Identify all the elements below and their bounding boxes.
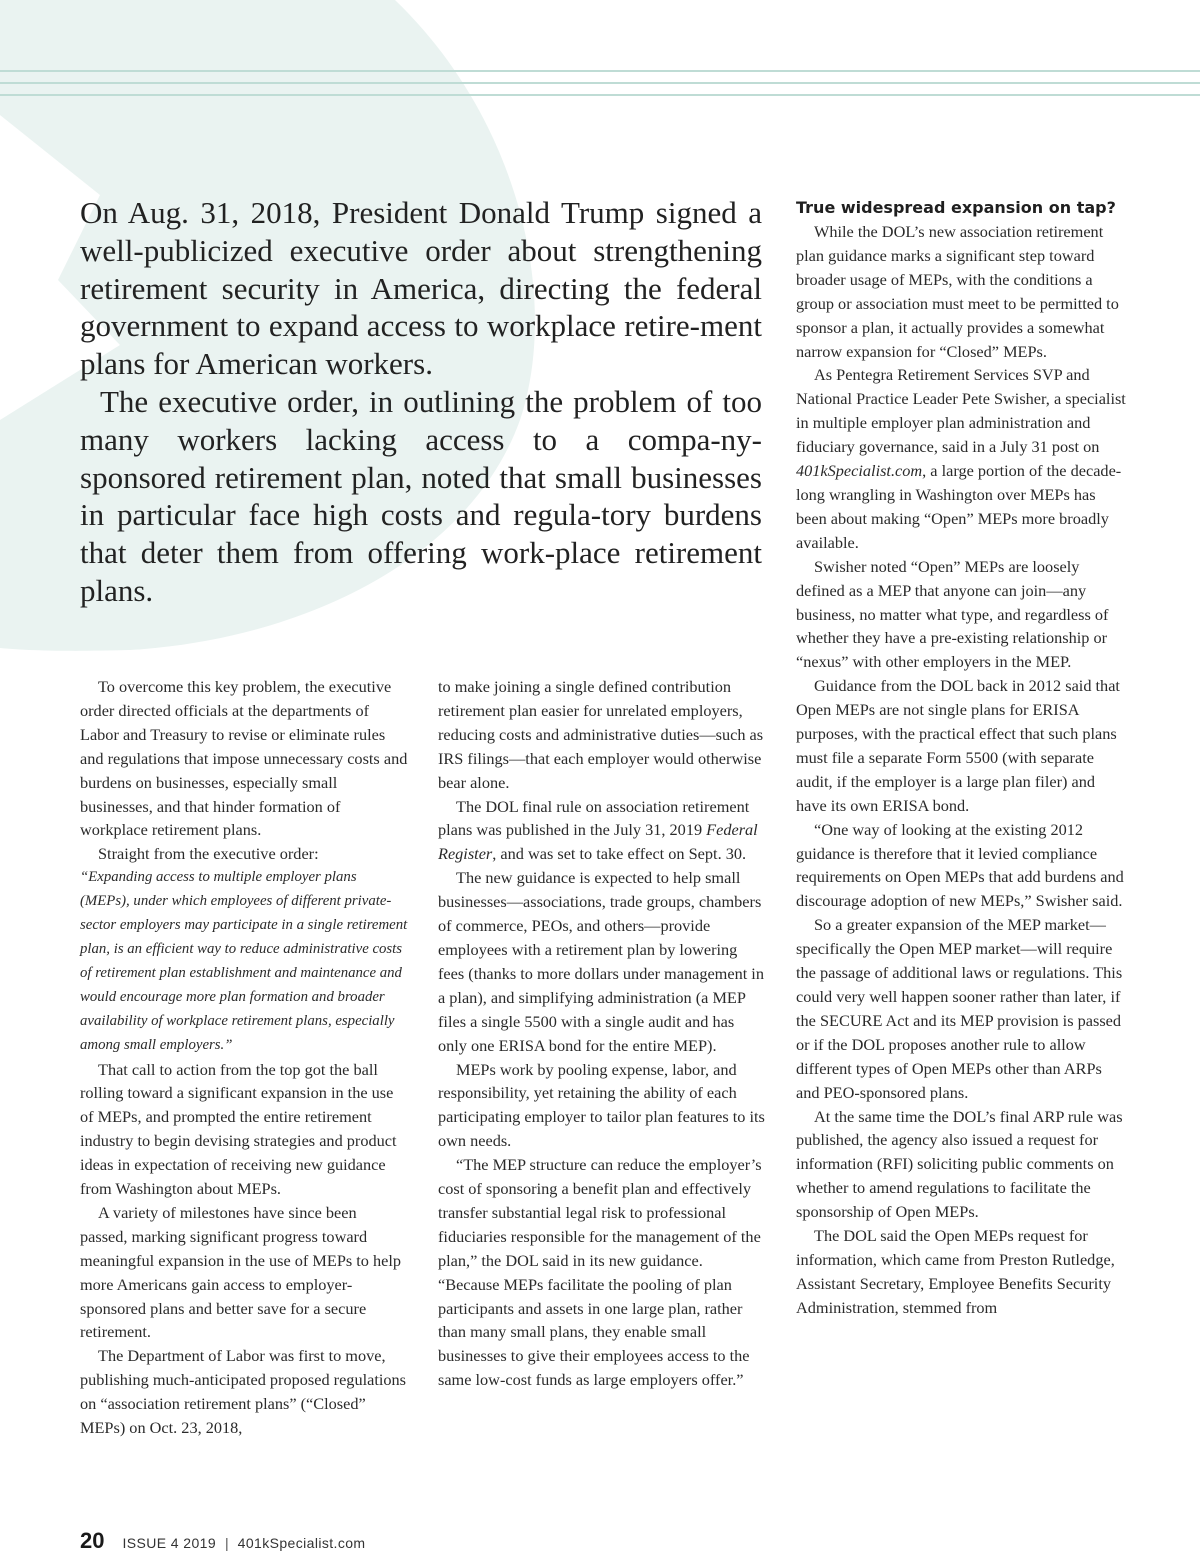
lede-intro <box>80 194 762 610</box>
body-paragraph: As Pentegra Retirement Services SVP and National Practice Leader Pete Swisher, a specialist in multiple employer plan administration and fiduciary governance, said in a July 31 post on 401kSpecialist.com, a large portion of the decade-long wrangling in Washington over MEPs has been about making “Open” MEPs more broadly available. <box>796 365 1126 552</box>
body-paragraph: The Department of Labor was first to move, publishing much-anticipated proposed regulations on “association retirement plans” (“Closed” MEPs) on Oct. 23, 2018, <box>80 1346 407 1438</box>
body-paragraph: At the same time the DOL’s final ARP rule was published, the agency also issued a request for information (RFI) soliciting public comments on whether to amend regulations to facilitate the sponsorship of Open MEPs. <box>796 1106 1123 1222</box>
body-paragraph: So a greater expansion of the MEP market—specifically the Open MEP market—will require the passage of additional laws or regulations. This could very well happen sooner rather than later, if the SECURE Act and its MEP provision is passed or if the DOL proposes another rule to allow different types of Open MEPs other than ARPs and PEO-sponsored plans. <box>796 915 1123 1102</box>
body-paragraph: The new guidance is expected to help small businesses—associations, trade groups, chambers of commerce, PEOs, and others—provide employees with a retirement plan by lowering fees (thanks to more dollars under management in a plan), and simplifying administration (a MEP files a single 5500 with a single audit and has only one ERISA bond for the entire MEP). <box>438 868 764 1055</box>
issue-label: ISSUE 4 2019 <box>122 1535 217 1551</box>
column-1 <box>80 675 408 1440</box>
body-paragraph: To overcome this key problem, the executive order directed officials at the departments of Labor and Treasury to revise or eliminate rules and regulations that impose unnecessary costs and burdens on businesses, especially small businesses, and that hinder formation of workplace retirement plans. <box>80 677 408 840</box>
body-paragraph: “The MEP structure can reduce the employer’s cost of sponsoring a benefit plan and effectively transfer substantial legal risk to professional fiduciaries responsible for the management of the plan,” the DOL said in its new guidance. “Because MEPs facilitate the pooling of plan participants and assets in one large plan, rather than many small plans, they enable small businesses to give their employees access to the same low-cost funds as large employers offer.” <box>438 1155 762 1390</box>
header-rule <box>0 70 1200 72</box>
body-paragraph: A variety of milestones have since been passed, marking significant progress toward meaningful expansion in the use of MEPs to help more Americans gain access to employer-sponsored plans and better save for a secure retirement. <box>80 1202 402 1342</box>
website-link[interactable]: 401kSpecialist.com <box>237 1535 366 1551</box>
column-2 <box>438 675 766 1392</box>
section-heading: True widespread expansion on tap? <box>796 198 1116 217</box>
lede-paragraph-1: On Aug. 31, 2018, President Donald Trump signed a well-publicized executive order about strengthening retirement security in America, directing the federal government to expand access to workplace retire-ment plans for American workers. <box>80 195 762 382</box>
footer-separator: | <box>225 1535 229 1551</box>
body-paragraph: The DOL said the Open MEPs request for information, which came from Preston Rutledge, Assistant Secretary, Employee Benefits Security Administration, stemmed from <box>796 1226 1115 1317</box>
body-paragraph: Swisher noted “Open” MEPs are loosely defined as a MEP that anyone can join—any business, no matter what type, and regardless of whether they have a pre-existing relationship or “nexus” with other employers in the MEP. <box>796 556 1109 672</box>
column-3 <box>796 197 1126 1320</box>
body-paragraph: The DOL final rule on association retirement plans was published in the July 31, 2019 Federal Register, and was set to take effect on Sept. 30. <box>438 796 758 864</box>
body-paragraph: Guidance from the DOL back in 2012 said that Open MEPs are not single plans for ERISA purposes, with the practical effect that such plans must file a separate Form 5500 (with separate audit, if the employer is a large plan filer) and have its own ERISA bond. <box>796 676 1120 815</box>
body-paragraph: That call to action from the top got the ball rolling toward a significant expansion in the use of MEPs, and prompted the entire retirement industry to begin devising strategies and product ideas in expectation of receiving new guidance from Washington about MEPs. <box>80 1059 397 1199</box>
body-paragraph: MEPs work by pooling expense, labor, and responsibility, yet retaining the ability of each participating employer to tailor plan features to its own needs. <box>438 1059 765 1151</box>
publication-title: Federal Register <box>438 820 758 864</box>
website-reference: 401kSpecialist.com <box>796 461 923 481</box>
page-number: 20 <box>80 1528 105 1553</box>
page-footer <box>80 1528 365 1554</box>
lede-paragraph-2: The executive order, in outlining the problem of too many workers lacking access to a compa-ny-sponsored retirement plan, noted that small businesses in particular face high costs and regula-tory burdens that deter them from offering work-place retirement plans. <box>80 383 762 608</box>
body-paragraph: Straight from the executive order: <box>98 844 319 864</box>
body-paragraph: “One way of looking at the existing 2012 guidance is therefore that it levied compliance requirements on Open MEPs that add burdens and discourage adoption of new MEPs,” Swisher said. <box>796 819 1124 911</box>
header-rule <box>0 82 1200 84</box>
header-rule <box>0 94 1200 96</box>
body-paragraph: While the DOL’s new association retirement plan guidance marks a significant step toward broader usage of MEPs, with the conditions a group or association must meet to be permitted to sponsor a plan, it actually provides a somewhat narrow expansion for “Closed” MEPs. <box>796 222 1119 361</box>
body-paragraph: to make joining a single defined contribution retirement plan easier for unrelated employers, reducing costs and administrative duties—such as IRS filings—that each employer would otherwise bear alone. <box>438 677 764 792</box>
executive-order-quote: “Expanding access to multiple employer plans (MEPs), under which employees of different private-sector employers may participate in a single retirement plan, is an efficient way to reduce administrative costs of retirement plan establishment and maintenance and would encourage more plan formation and broader availability of workplace retirement plans, especially among small employers.” <box>80 869 408 1053</box>
